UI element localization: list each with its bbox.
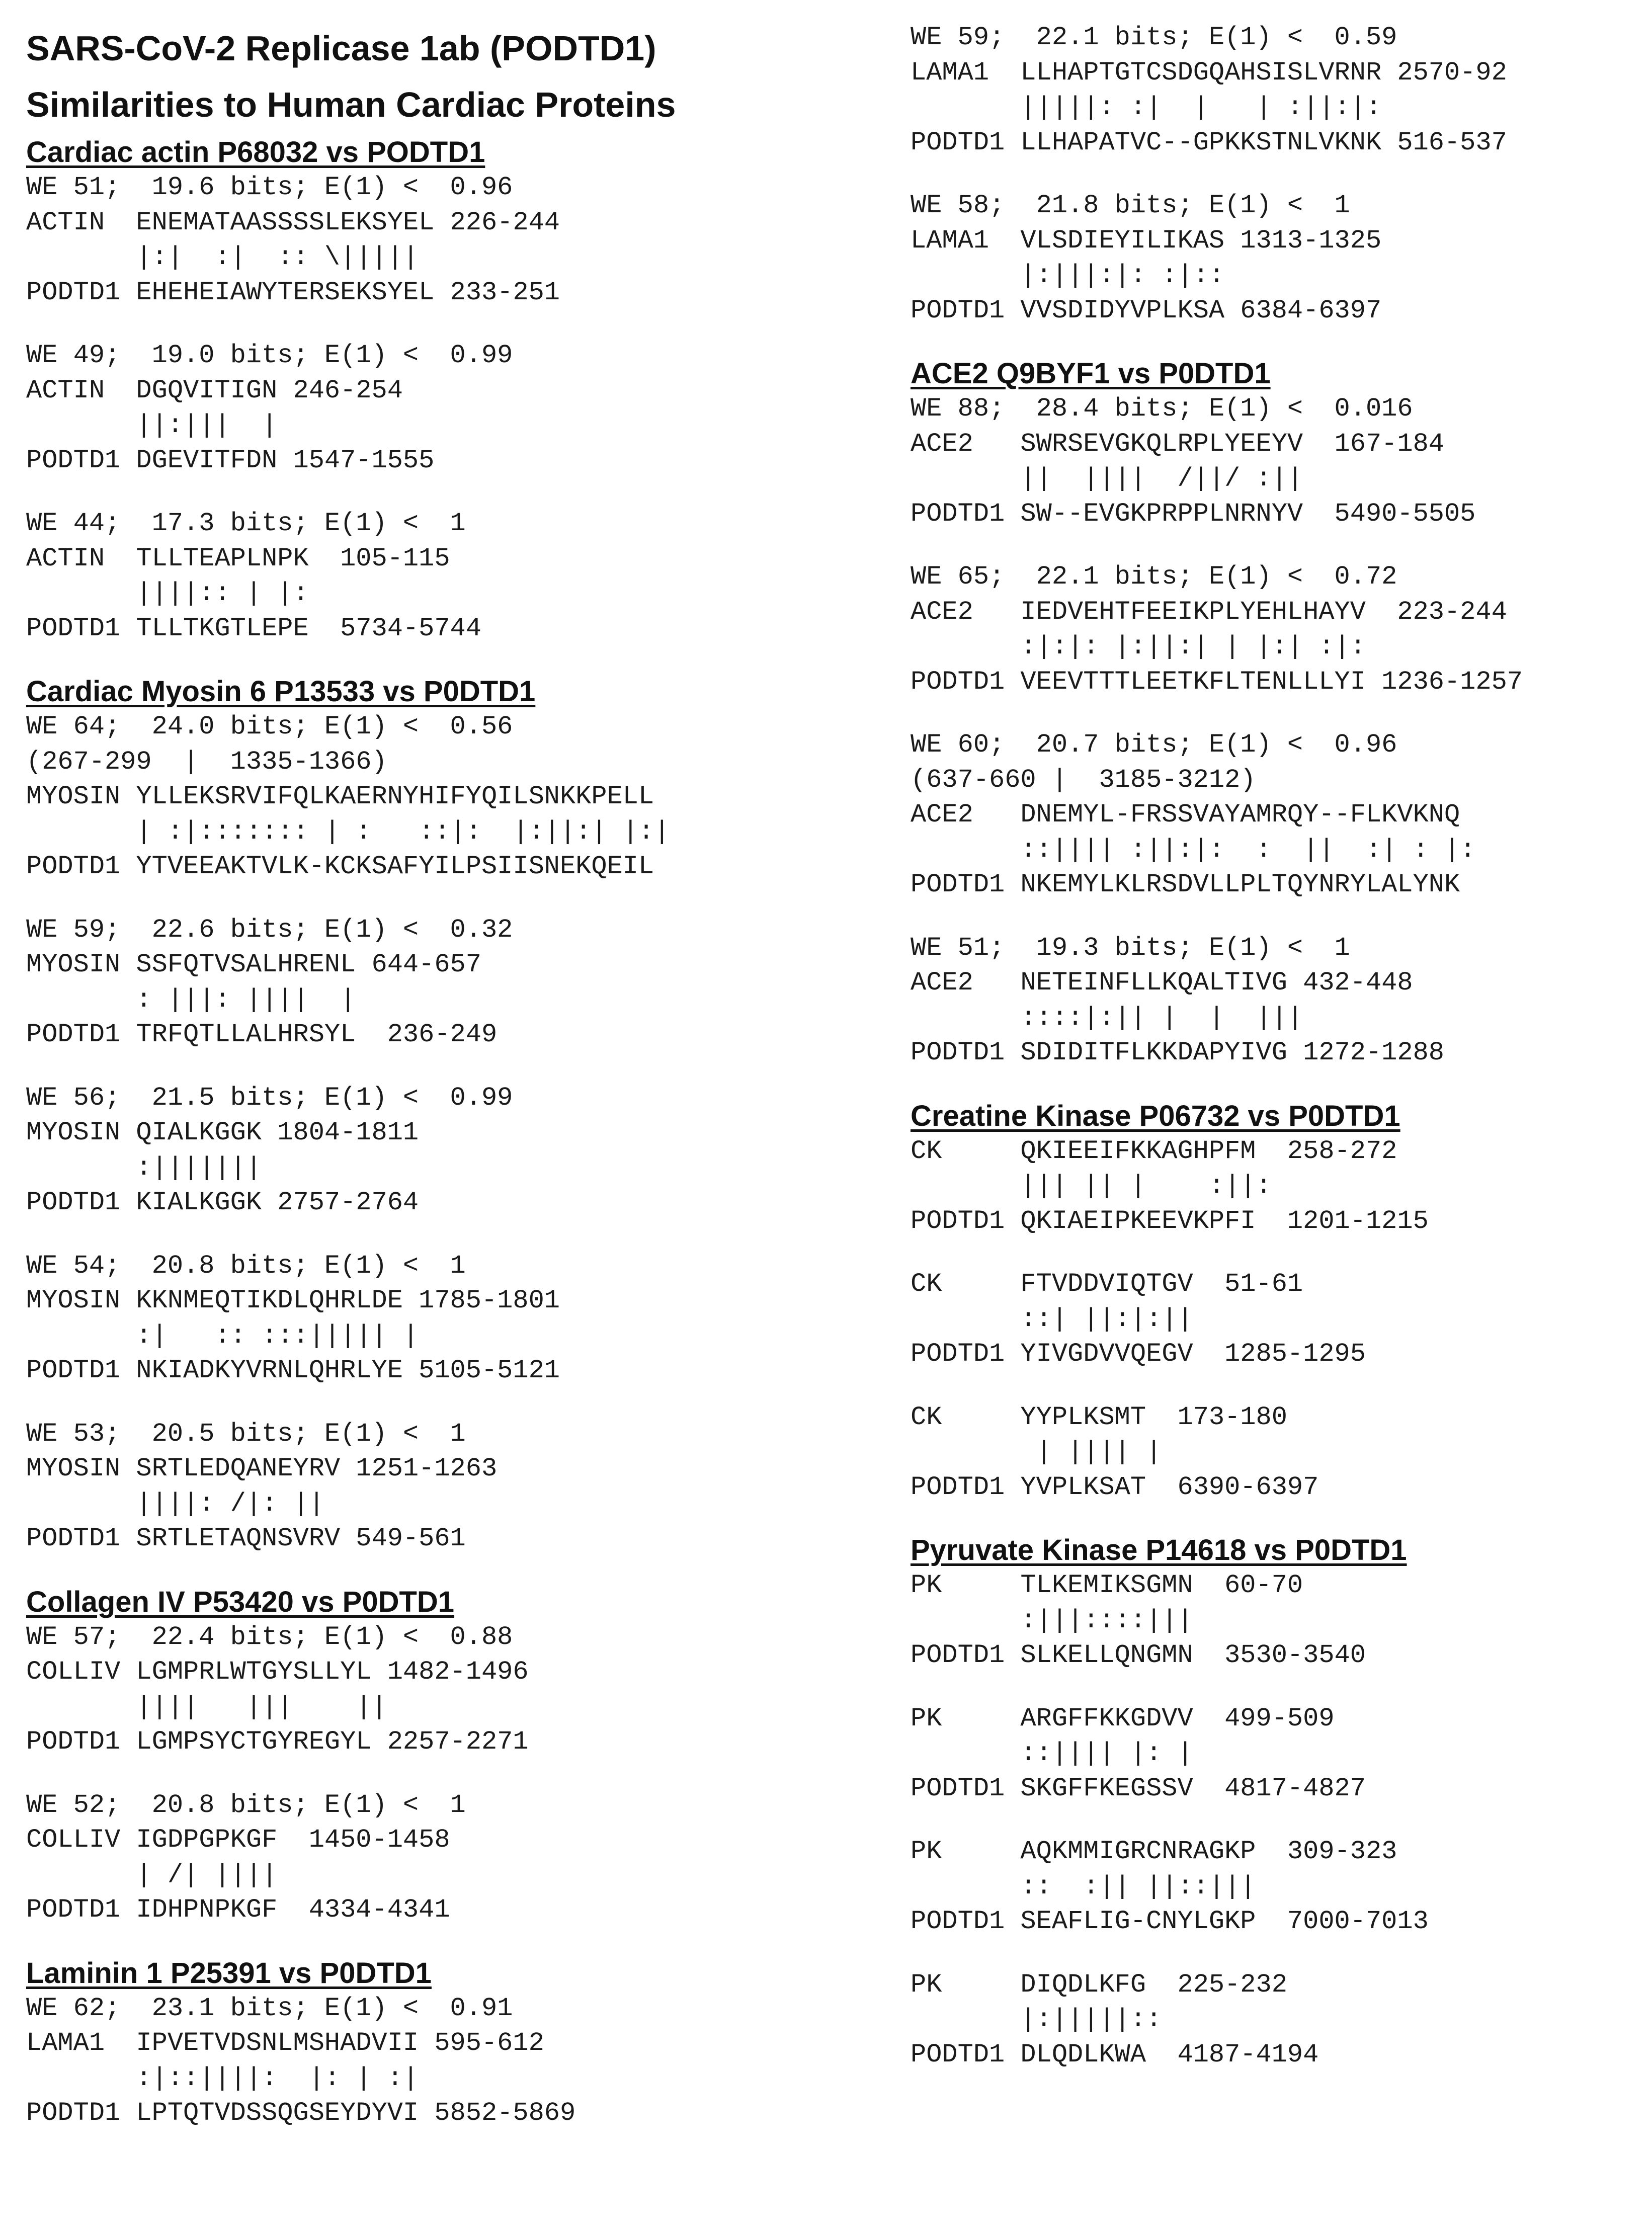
alignment-line: PODTD1 TRFQTLLALHRSYL 236-249: [26, 1020, 498, 1049]
alignment-line: PODTD1 LPTQTVDSSQGSEYDYVI 5852-5869: [26, 2098, 576, 2128]
alignment-line: LAMA1 VLSDIEYILIKAS 1313-1325: [911, 225, 1382, 256]
alignment-line: PODTD1 DLQDLKWA 4187-4194: [911, 2039, 1319, 2070]
alignment-line: | :|::::::: | : ::|: |:||:| |:|: [26, 816, 670, 847]
alignment-section: [26, 1585, 811, 1928]
alignment-line: (637-660 | 3185-3212): [911, 765, 1256, 795]
document-title-line-1: SARS-CoV-2 Replicase 1ab (PODTD1): [26, 29, 656, 68]
alignment-line: PODTD1 NKIADKYVRNLQHRLYE 5105-5121: [26, 1356, 560, 1385]
alignment-block: [911, 559, 1635, 699]
alignment-line: :|:|: |:||:| | |:| :|:: [911, 632, 1366, 661]
alignment-line: ACE2 IEDVEHTFEEIKPLYEHLHAYV 223-244: [911, 597, 1507, 627]
alignment-line: WE 60; 20.7 bits; E(1) < 0.96: [911, 730, 1397, 760]
alignment-section: [26, 135, 811, 646]
alignment-line: PODTD1 VEEVTTTLEETKFLTENLLLYI 1236-1257: [911, 667, 1523, 697]
alignment-line: || |||| /||/ :||: [911, 464, 1303, 493]
alignment-line: COLLIV IGDPGPKGF 1450-1458: [26, 1825, 450, 1855]
alignment-block: [26, 1417, 811, 1556]
section-heading: Pyruvate Kinase P14618 vs P0DTD1: [911, 1534, 1407, 1566]
alignment-line: WE 56; 21.5 bits; E(1) < 0.99: [26, 1083, 513, 1113]
alignment-line: :|::||||: |: | :|: [26, 2063, 419, 2093]
alignment-line: CK YYPLKSMT 173-180: [911, 1402, 1287, 1432]
alignment-line: :: :|| ||::|||: [911, 1871, 1256, 1901]
alignment-block: [911, 188, 1635, 328]
alignment-line: ||:||| |: [26, 410, 278, 440]
alignment-block: [26, 1788, 811, 1928]
alignment-line: |||| ||| ||: [26, 1692, 387, 1722]
alignment-line: |:|||||::: [911, 2005, 1162, 2034]
alignment-line: |:| :| :: \|||||: [26, 242, 419, 272]
alignment-line: WE 54; 20.8 bits; E(1) < 1: [26, 1251, 466, 1281]
alignment-line: |||||: :| | | :||:|:: [911, 93, 1382, 122]
alignment-block: [911, 1967, 1635, 2073]
alignment-line: PODTD1 NKEMYLKLRSDVLLPLTQYNRYLALYNK: [911, 870, 1460, 899]
alignment-line: :|||||||: [26, 1152, 262, 1183]
alignment-line: PODTD1 IDHPNPKGF 4334-4341: [26, 1895, 450, 1925]
alignment-line: WE 64; 24.0 bits; E(1) < 0.56: [26, 712, 513, 741]
alignment-line: |:|||:|: :|::: [911, 261, 1225, 290]
alignment-section: [26, 674, 811, 1556]
alignment-block: [26, 1081, 811, 1220]
alignment-line: PODTD1 SEAFLIG-CNYLGKP 7000-7013: [911, 1907, 1429, 1936]
alignment-block: [26, 170, 811, 310]
alignment-line: CK QKIEEIFKKAGHPFM 258-272: [911, 1136, 1397, 1166]
alignment-line: PODTD1 LGMPSYCTGYREGYL 2257-2271: [26, 1727, 529, 1757]
alignment-section: [911, 20, 1635, 328]
alignment-line: PODTD1 VVSDIDYVPLKSA 6384-6397: [911, 295, 1382, 325]
alignment-line: ACE2 DNEMYL-FRSSVAYAMRQY--FLKVKNQ: [911, 800, 1460, 830]
alignment-line: MYOSIN KKNMEQTIKDLQHRLDE 1785-1801: [26, 1286, 560, 1315]
alignment-line: MYOSIN SRTLEDQANEYRV 1251-1263: [26, 1454, 498, 1483]
alignment-line: PODTD1 YVPLKSAT 6390-6397: [911, 1472, 1319, 1502]
alignment-line: PODTD1 YTVEEAKTVLK-KCKSAFYILPSIISNEKQEIL: [26, 852, 654, 881]
alignment-block: [26, 709, 811, 884]
alignment-line: PODTD1 DGEVITFDN 1547-1555: [26, 445, 435, 475]
alignment-line: PODTD1 YIVGDVVQEGV 1285-1295: [911, 1339, 1366, 1369]
alignment-line: WE 62; 23.1 bits; E(1) < 0.91: [26, 1993, 513, 2023]
alignment-section: [26, 1956, 811, 2131]
alignment-line: PODTD1 SDIDITFLKKDAPYIVG 1272-1288: [911, 1038, 1444, 1067]
alignment-line: PODTD1 LLHAPATVC--GPKKSTNLVKNK 516-537: [911, 127, 1507, 157]
alignment-line: MYOSIN QIALKGGK 1804-1811: [26, 1118, 419, 1147]
left-column: [26, 20, 811, 2159]
right-sections: [911, 20, 1635, 2072]
alignment-block: [911, 1134, 1635, 1239]
alignment-block: [26, 1249, 811, 1388]
section-heading: Cardiac Myosin 6 P13533 vs P0DTD1: [26, 675, 536, 708]
alignment-line: PODTD1 KIALKGGK 2757-2764: [26, 1188, 419, 1217]
alignment-block: [911, 20, 1635, 160]
alignment-line: MYOSIN YLLEKSRVIFQLKAERNYHIFYQILSNKKPELL: [26, 782, 654, 811]
alignment-line: PK ARGFFKKGDVV 499-509: [911, 1703, 1335, 1733]
alignment-block: [911, 1267, 1635, 1372]
alignment-line: WE 59; 22.6 bits; E(1) < 0.32: [26, 915, 513, 945]
alignment-line: COLLIV LGMPRLWTGYSLLYL 1482-1496: [26, 1657, 529, 1687]
alignment-line: ||||: /|: ||: [26, 1488, 324, 1519]
alignment-line: PODTD1 SW--EVGKPRPPLNRNYV 5490-5505: [911, 499, 1476, 529]
alignment-line: WE 57; 22.4 bits; E(1) < 0.88: [26, 1622, 513, 1652]
alignment-block: [26, 913, 811, 1052]
right-column: [911, 20, 1635, 2100]
alignment-line: WE 59; 22.1 bits; E(1) < 0.59: [911, 23, 1397, 52]
alignment-line: | /| ||||: [26, 1860, 278, 1890]
alignment-line: :|||::::|||: [911, 1605, 1193, 1635]
alignment-block: [26, 1620, 811, 1760]
alignment-line: WE 51; 19.3 bits; E(1) < 1: [911, 933, 1350, 963]
alignment-block: [26, 1991, 811, 2131]
section-heading: Collagen IV P53420 vs P0DTD1: [26, 1585, 455, 1618]
alignment-line: ::|||| |: |: [911, 1739, 1193, 1768]
alignment-line: WE 49; 19.0 bits; E(1) < 0.99: [26, 341, 513, 370]
alignment-block: [26, 506, 811, 646]
alignment-line: ACTIN DGQVITIGN 246-254: [26, 375, 403, 405]
alignment-line: PODTD1 SLKELLQNGMN 3530-3540: [911, 1640, 1366, 1670]
section-heading: Laminin 1 P25391 vs P0DTD1: [26, 1956, 432, 1990]
alignment-block: [911, 1834, 1635, 1939]
alignment-line: MYOSIN SSFQTVSALHRENL 644-657: [26, 950, 481, 979]
alignment-line: :| :: :::||||| |: [26, 1320, 419, 1351]
alignment-line: PODTD1 SRTLETAQNSVRV 549-561: [26, 1524, 466, 1553]
alignment-line: WE 58; 21.8 bits; E(1) < 1: [911, 191, 1350, 220]
alignment-line: WE 65; 22.1 bits; E(1) < 0.72: [911, 562, 1397, 592]
alignment-line: PODTD1 EHEHEIAWYTERSEKSYEL 233-251: [26, 277, 560, 307]
alignment-line: ||| || | :||:: [911, 1171, 1272, 1201]
alignment-line: PODTD1 TLLTKGTLEPE 5734-5744: [26, 613, 481, 643]
alignment-line: WE 52; 20.8 bits; E(1) < 1: [26, 1790, 466, 1820]
left-sections: [26, 135, 811, 2131]
alignment-line: PK TLKEMIKSGMN 60-70: [911, 1570, 1303, 1600]
alignment-line: ::::|:|| | | |||: [911, 1003, 1303, 1033]
alignment-block: [911, 931, 1635, 1070]
alignment-line: ::| ||:|:||: [911, 1304, 1193, 1334]
alignment-line: ACTIN TLLTEAPLNPK 105-115: [26, 543, 450, 573]
section-heading: ACE2 Q9BYF1 vs P0DTD1: [911, 357, 1271, 390]
alignment-line: LAMA1 LLHAPTGTCSDGQAHSISLVRNR 2570-92: [911, 57, 1507, 88]
alignment-line: ||||:: | |:: [26, 578, 309, 608]
alignment-line: ACTIN ENEMATAASSSSLEKSYEL 226-244: [26, 207, 560, 237]
alignment-line: PODTD1 SKGFFKEGSSV 4817-4827: [911, 1773, 1366, 1803]
alignment-line: LAMA1 IPVETVDSNLMSHADVII 595-612: [26, 2028, 544, 2058]
alignment-line: ::|||| :||:|: : || :| : |:: [911, 835, 1476, 865]
alignment-line: ACE2 SWRSEVGKQLRPLYEEYV 167-184: [911, 429, 1444, 459]
alignment-section: [911, 1533, 1635, 2072]
alignment-block: [911, 1568, 1635, 1673]
alignment-section: [911, 1099, 1635, 1505]
alignment-line: WE 51; 19.6 bits; E(1) < 0.96: [26, 173, 513, 202]
alignment-line: PK DIQDLKFG 225-232: [911, 1969, 1287, 2000]
alignment-line: ACE2 NETEINFLLKQALTIVG 432-448: [911, 968, 1413, 998]
alignment-line: PK AQKMMIGRCNRAGKP 309-323: [911, 1837, 1397, 1866]
alignment-line: CK FTVDDVIQTGV 51-61: [911, 1269, 1303, 1299]
alignment-line: WE 88; 28.4 bits; E(1) < 0.016: [911, 394, 1413, 424]
alignment-block: [911, 1701, 1635, 1806]
document-title-line-2: Similarities to Human Cardiac Proteins: [26, 85, 676, 124]
alignment-line: PODTD1 QKIAEIPKEEVKPFI 1201-1215: [911, 1206, 1429, 1236]
alignment-section: [911, 356, 1635, 1070]
alignment-line: (267-299 | 1335-1366): [26, 747, 387, 777]
alignment-block: [26, 338, 811, 478]
alignment-block: [911, 1400, 1635, 1505]
alignment-block: [911, 727, 1635, 902]
alignment-line: | |||| |: [911, 1437, 1162, 1467]
section-heading: Creatine Kinase P06732 vs P0DTD1: [911, 1099, 1400, 1132]
alignment-block: [911, 391, 1635, 531]
section-heading: Cardiac actin P68032 vs PODTD1: [26, 136, 485, 169]
alignment-line: WE 53; 20.5 bits; E(1) < 1: [26, 1419, 466, 1449]
alignment-line: : |||: |||| |: [26, 984, 356, 1015]
alignment-line: WE 44; 17.3 bits; E(1) < 1: [26, 509, 466, 538]
